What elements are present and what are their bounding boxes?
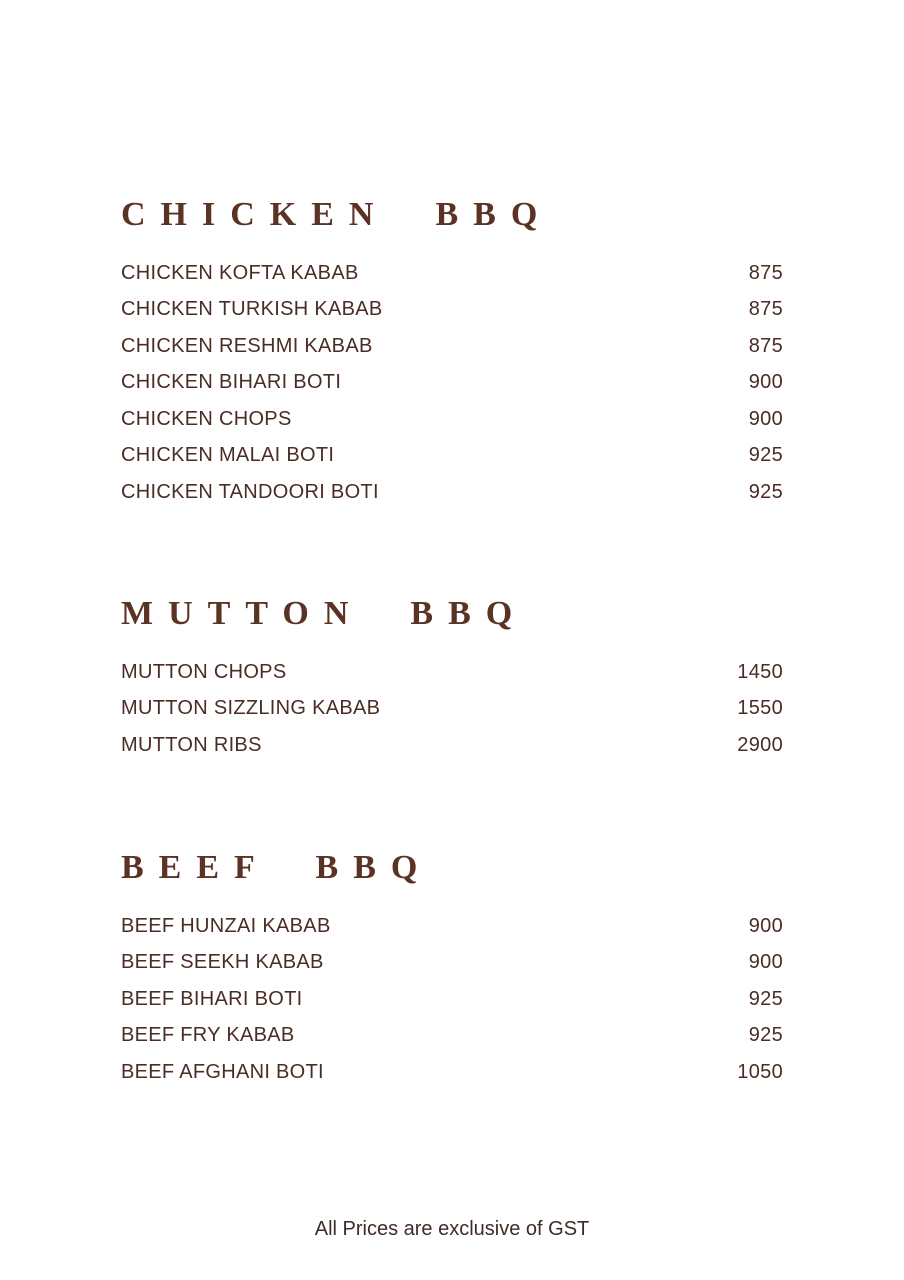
menu-item: [121, 654, 783, 691]
item-name: CHICKEN KOFTA KABAB: [121, 261, 359, 284]
item-name: MUTTON SIZZLING KABAB: [121, 697, 381, 720]
menu-item: [121, 292, 783, 329]
item-price: 900: [748, 951, 783, 974]
menu-item: [121, 908, 783, 945]
section-mutton-bbq: [121, 594, 783, 764]
item-name: MUTTON CHOPS: [121, 660, 287, 683]
menu-item: [121, 1018, 783, 1055]
menu-item: [121, 438, 783, 475]
item-name: CHICKEN TURKISH KABAB: [121, 298, 383, 321]
item-name: CHICKEN RESHMI KABAB: [121, 334, 373, 357]
item-price: 900: [748, 914, 783, 937]
item-name: CHICKEN MALAI BOTI: [121, 444, 335, 467]
item-price: 875: [748, 334, 783, 357]
item-name: BEEF FRY KABAB: [121, 1024, 295, 1047]
item-name: CHICKEN CHOPS: [121, 407, 292, 430]
item-price: 1450: [737, 660, 783, 683]
item-price: 1550: [737, 697, 783, 720]
item-price: 875: [748, 298, 783, 321]
item-price: 925: [748, 987, 783, 1010]
item-name: MUTTON RIBS: [121, 733, 262, 756]
gst-disclaimer: All Prices are exclusive of GST: [314, 1218, 590, 1240]
item-name: BEEF BIHARI BOTI: [121, 987, 303, 1010]
section-heading: BEEF BBQ: [121, 849, 433, 886]
item-price: 925: [748, 1024, 783, 1047]
item-price: 875: [748, 261, 783, 284]
menu-item: [121, 691, 783, 728]
menu-item: [121, 1054, 783, 1091]
section-heading: MUTTON BBQ: [121, 595, 528, 632]
section-heading: CHICKEN BBQ: [121, 196, 553, 233]
item-name: CHICKEN TANDOORI BOTI: [121, 480, 379, 503]
section-chicken-bbq: [121, 195, 783, 511]
menu-item: [121, 365, 783, 402]
section-beef-bbq: [121, 848, 783, 1091]
menu-item: [121, 727, 783, 764]
item-name: BEEF HUNZAI KABAB: [121, 914, 331, 937]
menu-item: [121, 945, 783, 982]
item-price: 2900: [737, 733, 783, 756]
item-name: CHICKEN BIHARI BOTI: [121, 371, 342, 394]
item-price: 925: [748, 444, 783, 467]
item-price: 1050: [737, 1060, 783, 1083]
item-price: 900: [748, 371, 783, 394]
menu-item: [121, 328, 783, 365]
item-name: BEEF AFGHANI BOTI: [121, 1060, 324, 1083]
menu-list: [121, 908, 783, 1091]
menu-item: [121, 401, 783, 438]
item-name: BEEF SEEKH KABAB: [121, 951, 324, 974]
item-price: 925: [748, 480, 783, 503]
menu-list: [121, 654, 783, 764]
menu-item: [121, 474, 783, 511]
menu-item: [121, 981, 783, 1018]
menu-item: [121, 255, 783, 292]
item-price: 900: [748, 407, 783, 430]
menu-list: [121, 255, 783, 511]
